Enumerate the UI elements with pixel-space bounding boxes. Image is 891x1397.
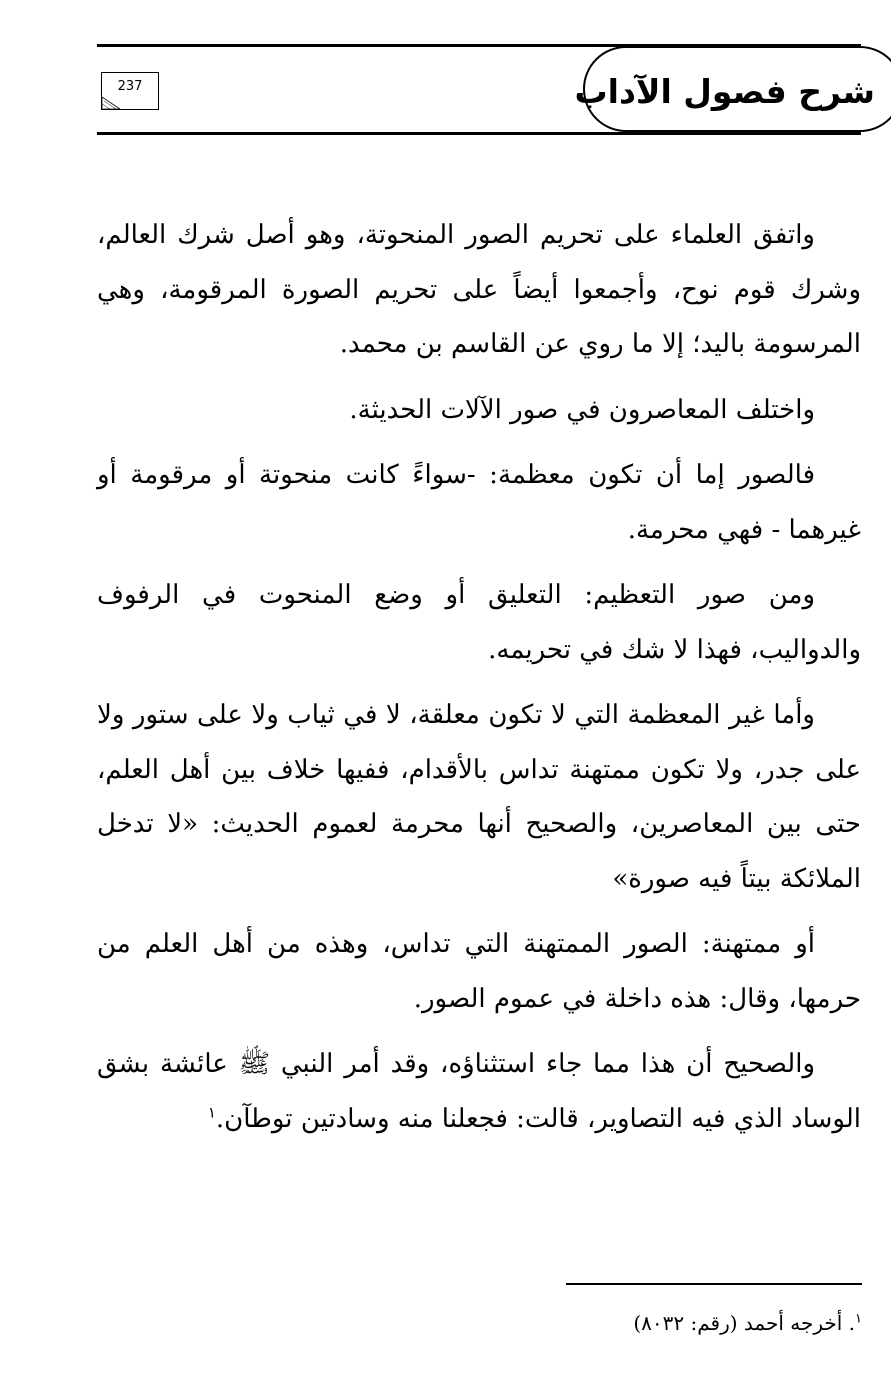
footnote-marker: ١: [855, 1311, 862, 1327]
page-curl-icon: [102, 97, 120, 109]
paragraph: واختلف المعاصرون في صور الآلات الحديثة.: [349, 394, 815, 425]
paragraph: واتفق العلماء على تحريم الصور المنحوتة، وهو أصل شرك العالم، وشرك قوم نوح، وأجمعوا أيضاً على تحريم الصورة المرقومة، وهي المرسومة باليد؛ إلا ما روي عن القاسم بن محمد.: [97, 220, 861, 359]
page-number: 237: [117, 79, 143, 94]
paragraph-last: [97, 1037, 861, 1146]
footnote: [400, 1303, 862, 1343]
paragraph: أو ممتهنة: الصور الممتهنة التي تداس، وهذه من أهل العلم من حرمها، وقال: هذه داخلة في عموم الصور.: [97, 929, 861, 1014]
paragraph: ومن صور التعظيم: التعليق أو وضع المنحوت في الرفوف والدواليب، فهذا لا شك في تحريمه.: [97, 580, 861, 665]
book-title: شرح فصول الآداب: [574, 72, 875, 111]
body-text: [97, 208, 861, 1157]
footnote-reference[interactable]: ١: [207, 1102, 216, 1121]
paragraph: وأما غير المعظمة التي لا تكون معلقة، لا في ثياب ولا على ستور ولا على جدر، ولا تكون ممتهنة تداس بالأقدام، ففيها خلاف بين أهل العلم، حتى بين المعاصرين، والصحيح أنها محرمة لعموم الحديث: «لا تدخل الملائكة بيتاً فيه صورة»: [97, 700, 861, 894]
paragraph: والصحيح أن هذا مما جاء استثناؤه، وقد أمر النبي ﷺ عائشة بشق الوساد الذي فيه التصاوير، قالت: فجعلنا منه وسادتين توطآن.: [97, 1049, 861, 1134]
header-bottom-rule: [97, 132, 861, 135]
paragraph: فالصور إما أن تكون معظمة: -سواءً كانت منحوتة أو مرقومة أو غيرهما - فهي محرمة.: [97, 460, 861, 545]
footnote-separator: [566, 1283, 862, 1285]
footnote-text: . أخرجه أحمد (رقم: ٨٠٣٢): [633, 1311, 856, 1335]
page-number-box: [101, 72, 159, 110]
